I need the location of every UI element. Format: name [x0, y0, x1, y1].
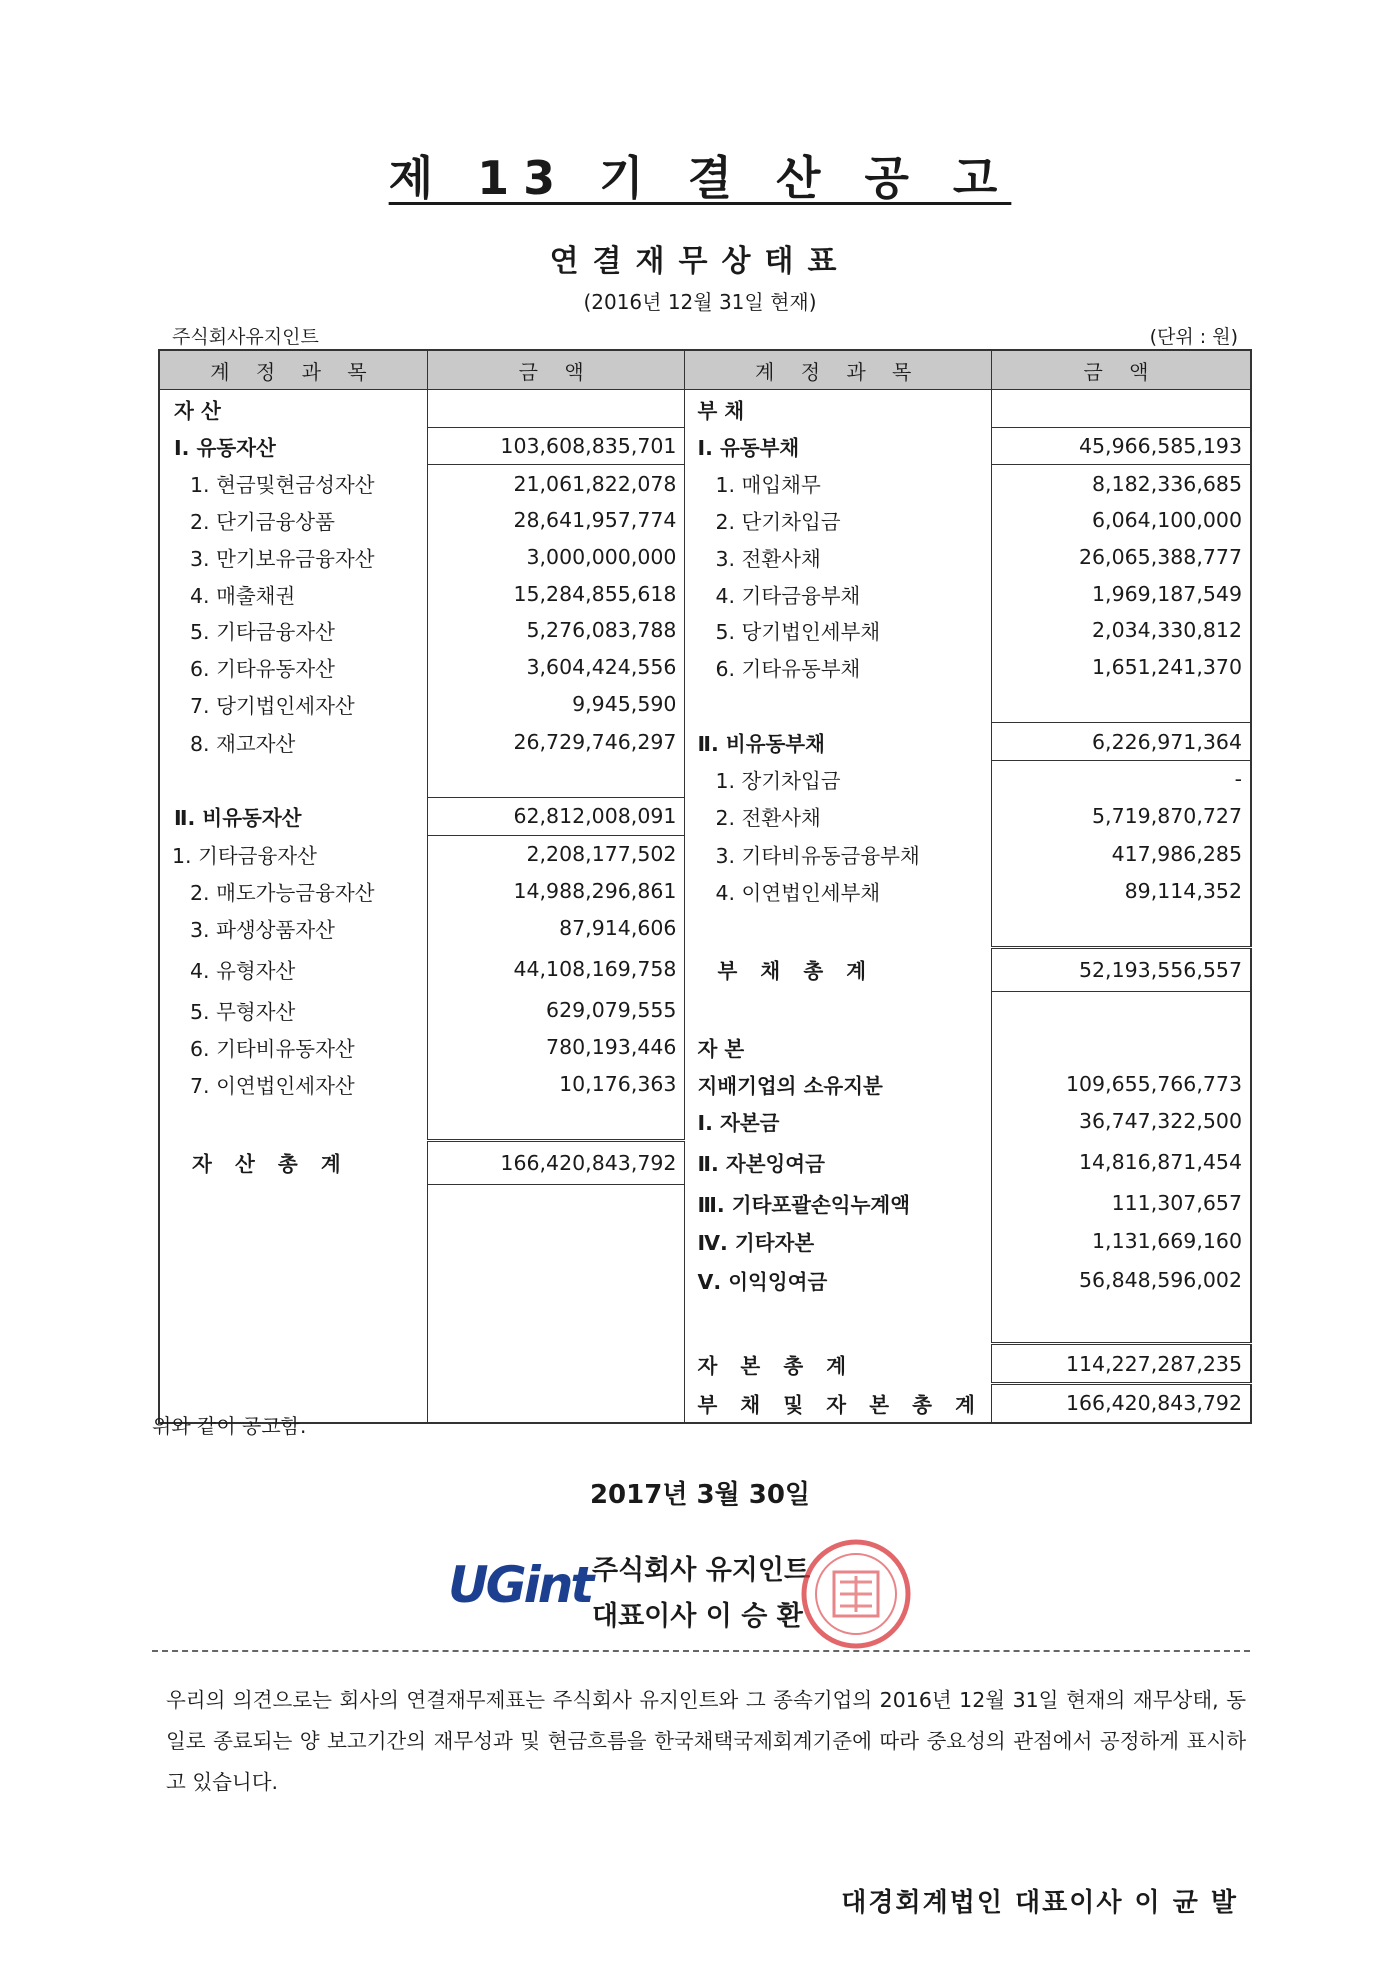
- table-row: [159, 390, 1251, 428]
- left-amount: 62,812,008,091: [427, 798, 685, 836]
- right-account-label: [685, 991, 991, 1028]
- table-row: [159, 872, 1251, 909]
- left-amount: [427, 1384, 685, 1423]
- left-amount: [427, 1102, 685, 1140]
- table-row: [159, 1261, 1251, 1298]
- header-amount-right: 금 액: [991, 350, 1251, 390]
- left-account-label: 3. 파생상품자산: [159, 909, 427, 947]
- right-amount: [991, 1029, 1251, 1066]
- right-amount: [991, 390, 1251, 428]
- left-amount: 9,945,590: [427, 686, 685, 723]
- table-row: [159, 612, 1251, 649]
- left-amount: 28,641,957,774: [427, 502, 685, 539]
- table-row: [159, 1140, 1251, 1184]
- document-title: 제 13 기 결 산 공 고: [388, 151, 1012, 205]
- table-body: [159, 390, 1251, 1423]
- left-account-label: 4. 유형자산: [159, 947, 427, 991]
- announcement-date: 2017년 3월 30일: [589, 1480, 811, 1510]
- left-account-label: [159, 1221, 427, 1261]
- right-account-label: 부 채: [685, 390, 991, 428]
- right-amount: 56,848,596,002: [991, 1261, 1251, 1298]
- right-amount: 2,034,330,812: [991, 612, 1251, 649]
- left-account-label: 7. 당기법인세자산: [159, 686, 427, 723]
- left-account-label: 8. 재고자산: [159, 723, 427, 761]
- table-row: [159, 1344, 1251, 1384]
- separator-line: [152, 1650, 1250, 1652]
- right-account-label: Ⅰ. 유동부채: [685, 427, 991, 465]
- left-amount: 87,914,606: [427, 909, 685, 947]
- left-account-label: Ⅰ. 유동자산: [159, 427, 427, 465]
- right-amount: 6,064,100,000: [991, 502, 1251, 539]
- left-account-label: [159, 760, 427, 797]
- left-amount: 26,729,746,297: [427, 723, 685, 761]
- right-account-label: 2. 전환사채: [685, 798, 991, 836]
- signer-block: [592, 1548, 810, 1640]
- company-logo: UGint: [448, 1556, 592, 1614]
- right-amount: 89,114,352: [991, 872, 1251, 909]
- balance-sheet-table: [158, 349, 1252, 1424]
- right-account-label: Ⅱ. 자본잉여금: [685, 1140, 991, 1184]
- right-amount: 166,420,843,792: [991, 1384, 1251, 1423]
- table-row: [159, 909, 1251, 947]
- header-amount-left: 금 액: [427, 350, 685, 390]
- left-account-label: 4. 매출채권: [159, 575, 427, 612]
- table-row: [159, 1029, 1251, 1066]
- company-name: 주식회사유지인트: [172, 326, 319, 348]
- right-amount: 1,969,187,549: [991, 575, 1251, 612]
- left-amount: [427, 1344, 685, 1384]
- table-row: [159, 1221, 1251, 1261]
- unit-label: (단위 : 원): [1149, 326, 1238, 348]
- right-amount: 5,719,870,727: [991, 798, 1251, 836]
- right-account-label: Ⅰ. 자본금: [685, 1102, 991, 1140]
- left-account-label: 7. 이연법인세자산: [159, 1065, 427, 1102]
- left-amount: 103,608,835,701: [427, 427, 685, 465]
- right-account-label: 4. 기타금융부채: [685, 575, 991, 612]
- right-account-label: 6. 기타유동부채: [685, 649, 991, 686]
- left-amount: 44,108,169,758: [427, 947, 685, 991]
- right-account-label: 5. 당기법인세부채: [685, 612, 991, 649]
- left-account-label: 5. 무형자산: [159, 991, 427, 1028]
- left-account-label: 5. 기타금융자산: [159, 612, 427, 649]
- right-amount: -: [991, 760, 1251, 797]
- left-account-label: [159, 1261, 427, 1298]
- left-account-label: 2. 매도가능금융자산: [159, 872, 427, 909]
- right-account-label: 부 채 총 계: [685, 947, 991, 991]
- right-account-label: 부 채 및 자 본 총 계: [685, 1384, 991, 1423]
- right-amount: 417,986,285: [991, 835, 1251, 872]
- header-account-left: 계 정 과 목: [159, 350, 427, 390]
- table-row: [159, 1102, 1251, 1140]
- right-amount: 6,226,971,364: [991, 723, 1251, 761]
- auditor-signature: 대경회계법인 대표이사 이 균 발: [841, 1888, 1238, 1918]
- left-amount: 166,420,843,792: [427, 1140, 685, 1184]
- left-account-label: Ⅱ. 비유동자산: [159, 798, 427, 836]
- left-amount: 3,000,000,000: [427, 539, 685, 576]
- right-amount: 36,747,322,500: [991, 1102, 1251, 1140]
- left-amount: 14,988,296,861: [427, 872, 685, 909]
- left-account-label: 1. 현금및현금성자산: [159, 465, 427, 502]
- right-amount: 109,655,766,773: [991, 1065, 1251, 1102]
- right-amount: [991, 686, 1251, 723]
- table-row: [159, 575, 1251, 612]
- right-amount: 45,966,585,193: [991, 427, 1251, 465]
- left-account-label: [159, 1102, 427, 1140]
- right-amount: 26,065,388,777: [991, 539, 1251, 576]
- right-amount: 1,131,669,160: [991, 1221, 1251, 1261]
- table-row: [159, 991, 1251, 1028]
- right-amount: 114,227,287,235: [991, 1344, 1251, 1384]
- right-account-label: 자 본 총 계: [685, 1344, 991, 1384]
- table-row: [159, 835, 1251, 872]
- table-row: [159, 1065, 1251, 1102]
- left-amount: [427, 1261, 685, 1298]
- table-row: [159, 1384, 1251, 1423]
- as-of-date: (2016년 12월 31일 현재): [583, 290, 817, 314]
- left-amount: [427, 1221, 685, 1261]
- table-row: [159, 723, 1251, 761]
- left-account-label: 자 산 총 계: [159, 1140, 427, 1184]
- table-row: [159, 947, 1251, 991]
- right-amount: [991, 991, 1251, 1028]
- right-amount: [991, 909, 1251, 947]
- right-account-label: 3. 기타비유동금융부채: [685, 835, 991, 872]
- right-account-label: 1. 매입채무: [685, 465, 991, 502]
- table-row: [159, 502, 1251, 539]
- left-amount: [427, 760, 685, 797]
- right-account-label: Ⅲ. 기타포괄손익누계액: [685, 1184, 991, 1221]
- table-row: [159, 1184, 1251, 1221]
- left-amount: [427, 1298, 685, 1344]
- right-account-label: 2. 단기차입금: [685, 502, 991, 539]
- corporate-seal-icon: [800, 1538, 912, 1650]
- table-row: [159, 465, 1251, 502]
- statement-title: 연결재무상태표: [549, 244, 851, 279]
- right-account-label: Ⅱ. 비유동부채: [685, 723, 991, 761]
- left-account-label: [159, 1298, 427, 1344]
- left-account-label: 6. 기타비유동자산: [159, 1029, 427, 1066]
- left-account-label: 2. 단기금융상품: [159, 502, 427, 539]
- left-amount: 780,193,446: [427, 1029, 685, 1066]
- right-account-label: 자 본: [685, 1029, 991, 1066]
- notice-text: 위와 같이 공고함.: [152, 1414, 307, 1438]
- table-row: [159, 686, 1251, 723]
- table-row: [159, 539, 1251, 576]
- right-amount: [991, 1298, 1251, 1344]
- right-amount: 14,816,871,454: [991, 1140, 1251, 1184]
- left-account-label: 3. 만기보유금융자산: [159, 539, 427, 576]
- table-row: [159, 1298, 1251, 1344]
- table-header-row: [159, 350, 1251, 390]
- right-account-label: Ⅳ. 기타자본: [685, 1221, 991, 1261]
- left-amount: 10,176,363: [427, 1065, 685, 1102]
- left-amount: 15,284,855,618: [427, 575, 685, 612]
- left-amount: [427, 1184, 685, 1221]
- left-account-label: [159, 1184, 427, 1221]
- right-account-label: [685, 686, 991, 723]
- right-account-label: Ⅴ. 이익잉여금: [685, 1261, 991, 1298]
- right-account-label: 1. 장기차입금: [685, 760, 991, 797]
- right-amount: 111,307,657: [991, 1184, 1251, 1221]
- signer-ceo: 대표이사 이 승 환: [592, 1601, 803, 1632]
- left-amount: 21,061,822,078: [427, 465, 685, 502]
- left-account-label: 6. 기타유동자산: [159, 649, 427, 686]
- left-amount: 629,079,555: [427, 991, 685, 1028]
- left-account-label: [159, 1344, 427, 1384]
- left-amount: [427, 390, 685, 428]
- right-amount: 8,182,336,685: [991, 465, 1251, 502]
- right-amount: 1,651,241,370: [991, 649, 1251, 686]
- right-account-label: [685, 909, 991, 947]
- table-row: [159, 649, 1251, 686]
- signer-company: 주식회사 유지인트: [592, 1555, 811, 1586]
- left-amount: 5,276,083,788: [427, 612, 685, 649]
- right-account-label: [685, 1298, 991, 1344]
- right-account-label: 3. 전환사채: [685, 539, 991, 576]
- left-amount: 2,208,177,502: [427, 835, 685, 872]
- table-row: [159, 760, 1251, 797]
- right-account-label: 4. 이연법인세부채: [685, 872, 991, 909]
- right-amount: 52,193,556,557: [991, 947, 1251, 991]
- left-account-label: 자 산: [159, 390, 427, 428]
- right-account-label: 지배기업의 소유지분: [685, 1065, 991, 1102]
- table-row: [159, 798, 1251, 836]
- table-row: [159, 427, 1251, 465]
- header-account-right: 계 정 과 목: [685, 350, 991, 390]
- audit-opinion: 우리의 의견으로는 회사의 연결재무제표는 주식회사 유지인트와 그 종속기업의 2016년 12월 31일 현재의 재무상태, 동일로 종료되는 양 보고기간의 재무성과 및 현금흐름을 한국채택국제회계기준에 따라 중요성의 관점에서 공정하게 표시하고 있습니다.: [166, 1688, 1246, 1794]
- left-amount: 3,604,424,556: [427, 649, 685, 686]
- left-account-label: 1. 기타금융자산: [159, 835, 427, 872]
